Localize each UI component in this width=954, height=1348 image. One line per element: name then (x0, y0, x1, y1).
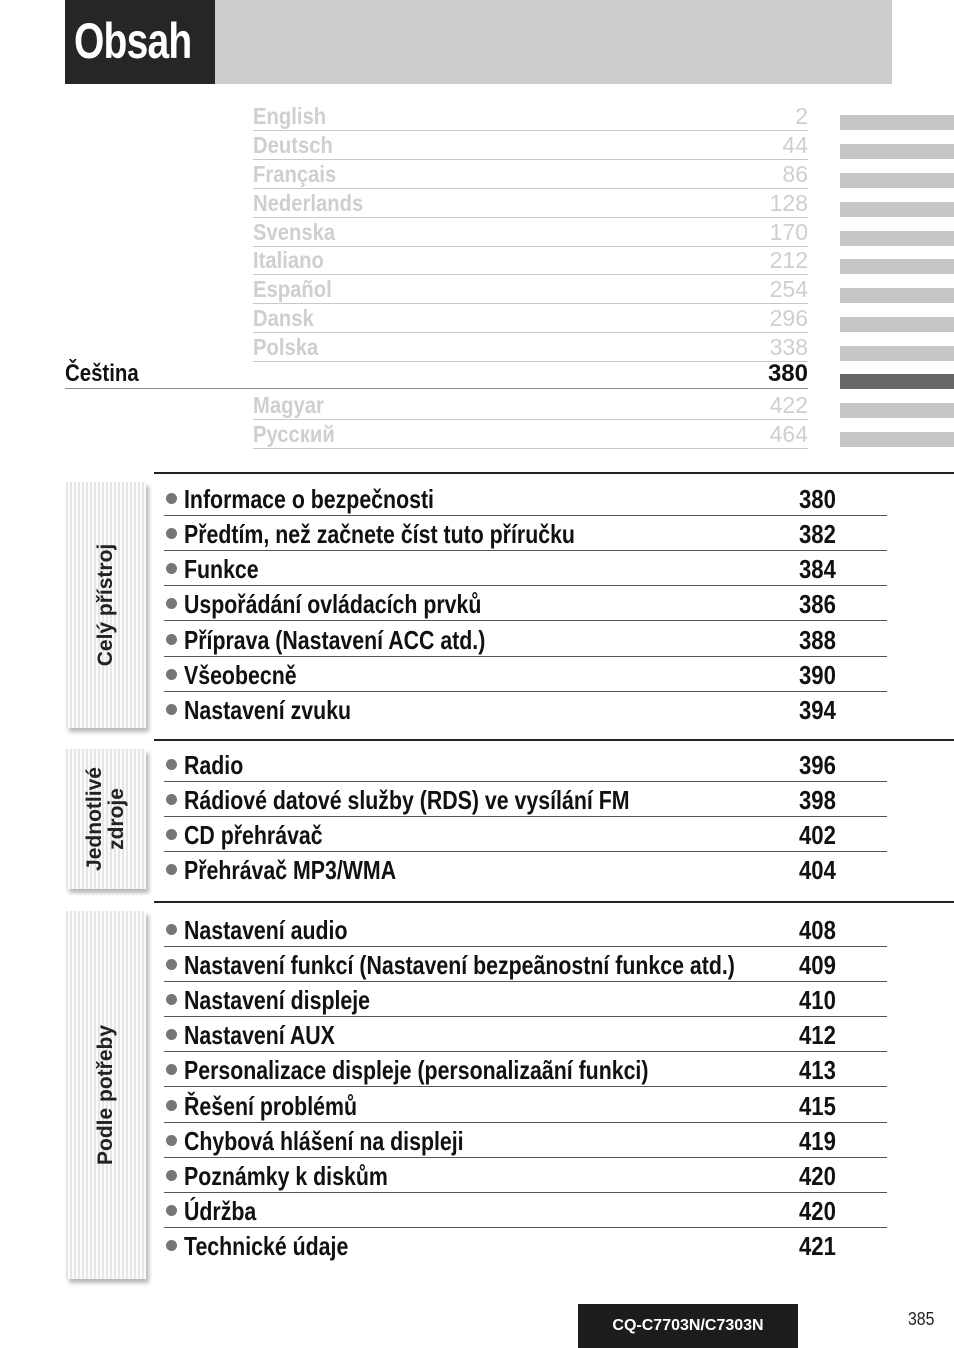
current-language-page: 380 (767, 360, 808, 387)
toc-entry[interactable] (164, 1227, 887, 1262)
section-label: Celý přístroj (93, 543, 117, 667)
language-name: Svenska (253, 219, 336, 245)
toc-entry-page: 410 (799, 985, 836, 1015)
toc-entry-title: Předtím, než začnete číst tuto příručku (184, 519, 575, 549)
language-row-nederlands[interactable] (253, 189, 808, 218)
language-page: 128 (769, 190, 808, 216)
toc-entry-title: Příprava (Nastavení ACC atd.) (184, 625, 486, 655)
section-divider (154, 739, 954, 741)
section-label: Podle potřeby (93, 1024, 117, 1166)
bullet-icon (166, 794, 177, 805)
thumb-tab (840, 173, 954, 188)
toc-entry-page: 380 (799, 484, 836, 514)
toc-entry-page: 408 (799, 915, 836, 945)
thumb-tab (840, 231, 954, 246)
bullet-icon (166, 1135, 177, 1146)
toc-entry-page: 412 (799, 1020, 836, 1050)
language-row-polska[interactable] (253, 333, 808, 362)
toc-entry-page: 402 (799, 820, 836, 850)
bullet-icon (166, 1100, 177, 1111)
bullet-icon (166, 598, 177, 609)
toc-entry[interactable] (164, 911, 887, 947)
toc-entry-title: Informace o bezpečnosti (184, 484, 434, 514)
bullet-icon (166, 563, 177, 574)
toc-entry-page: 390 (799, 660, 836, 690)
toc-entry-title: Údržba (184, 1196, 257, 1226)
toc-entry-title: Nastavení displeje (184, 985, 371, 1015)
bullet-icon (166, 959, 177, 970)
thumb-tab (840, 115, 954, 130)
bullet-icon (166, 669, 177, 680)
language-page: 2 (795, 103, 808, 129)
language-name: Magyar (253, 392, 324, 418)
toc-entry-title: Řešení problémů (184, 1091, 357, 1121)
page-number: 385 (908, 1309, 935, 1329)
section-tab-jednotlive-zdroje (66, 749, 146, 889)
toc-entry-title: Technické údaje (184, 1231, 349, 1261)
bullet-icon (166, 1240, 177, 1251)
bullet-icon (166, 1170, 177, 1181)
toc-entry-title: Poznámky k diskům (184, 1161, 388, 1191)
thumb-tab (840, 403, 954, 418)
toc-entry[interactable] (164, 480, 887, 516)
toc-entry[interactable] (164, 1157, 887, 1193)
toc-entry[interactable] (164, 585, 887, 621)
thumb-tab-active (840, 374, 954, 389)
toc-entry[interactable] (164, 981, 887, 1017)
toc-entry-title: Nastavení AUX (184, 1020, 335, 1050)
bullet-icon (166, 493, 177, 504)
language-name: Dansk (253, 305, 314, 331)
toc-entry-page: 394 (799, 695, 836, 725)
section-label-line: Jednotlivé (82, 767, 106, 871)
toc-entry[interactable] (164, 1122, 887, 1158)
current-language-name: Čeština (65, 360, 139, 387)
toc-entry-page: 388 (799, 625, 836, 655)
section-divider (154, 901, 954, 903)
language-page: 86 (782, 161, 808, 187)
section-tab-podle-potreby (66, 911, 146, 1279)
language-page: 212 (769, 247, 808, 273)
toc-entry[interactable] (164, 816, 887, 852)
toc-entry[interactable] (164, 550, 887, 586)
language-row-svenska[interactable] (253, 218, 808, 247)
bullet-icon (166, 528, 177, 539)
language-name: Italiano (253, 247, 324, 273)
toc-entry-page: 420 (799, 1196, 836, 1226)
toc-entry[interactable] (164, 515, 887, 551)
bullet-icon (166, 1064, 177, 1075)
language-row-francais[interactable] (253, 160, 808, 189)
language-page: 422 (769, 392, 808, 418)
bullet-icon (166, 1029, 177, 1040)
toc-entry-page: 420 (799, 1161, 836, 1191)
thumb-tab (840, 432, 954, 447)
bullet-icon (166, 924, 177, 935)
toc-entry[interactable] (164, 1087, 887, 1123)
language-row-dansk[interactable] (253, 304, 808, 333)
language-row-magyar[interactable] (253, 391, 808, 420)
language-row-deutsch[interactable] (253, 131, 808, 160)
toc-entry-title: Rádiové datové služby (RDS) ve vysílání FM (184, 785, 630, 815)
section-label-line: zdroje (105, 788, 128, 850)
toc-entry[interactable] (164, 621, 887, 657)
toc-entry-title: Všeobecně (184, 660, 297, 690)
toc-entry[interactable] (164, 746, 887, 782)
toc-entry-title: Chybová hlášení na displeji (184, 1126, 464, 1156)
bullet-icon (166, 759, 177, 770)
current-language-divider (65, 388, 808, 389)
bullet-icon (166, 704, 177, 715)
language-name: Français (253, 161, 337, 187)
toc-entry-page: 386 (799, 589, 836, 619)
toc-entry-page: 415 (799, 1091, 836, 1121)
language-name: Deutsch (253, 132, 333, 158)
language-name: Español (253, 276, 332, 302)
toc-entry-title: Personalizace displeje (personalizaãní funkci) (184, 1055, 649, 1085)
toc-entry-page: 419 (799, 1126, 836, 1156)
toc-entry[interactable] (164, 1016, 887, 1052)
toc-entry[interactable] (164, 656, 887, 692)
toc-entry-page: 413 (799, 1055, 836, 1085)
bullet-icon (166, 1205, 177, 1216)
language-name: Русский (253, 421, 335, 447)
toc-entry-page: 404 (799, 855, 836, 885)
thumb-tab (840, 144, 954, 159)
toc-entry-page: 421 (799, 1231, 836, 1261)
language-name: Nederlands (253, 190, 364, 216)
language-name: English (253, 103, 327, 129)
toc-entry[interactable] (164, 1192, 887, 1228)
section-label (84, 767, 128, 871)
toc-entry[interactable] (164, 781, 887, 817)
thumb-tab (840, 288, 954, 303)
toc-entry-page: 384 (799, 554, 836, 584)
language-row-russian[interactable] (253, 420, 808, 449)
toc-entry-title: Přehrávač MP3/WMA (184, 855, 397, 885)
toc-entry-title: Uspořádání ovládacích prvků (184, 589, 482, 619)
bullet-icon (166, 634, 177, 645)
toc-entry-page: 398 (799, 785, 836, 815)
language-page: 254 (769, 276, 808, 302)
language-page: 296 (769, 305, 808, 331)
language-row-espanol[interactable] (253, 275, 808, 304)
thumb-tab (840, 346, 954, 361)
language-page: 170 (769, 219, 808, 245)
thumb-tab (840, 317, 954, 332)
language-page: 338 (769, 334, 808, 360)
toc-entry-page: 409 (799, 950, 836, 980)
toc-entry-title: Funkce (184, 554, 259, 584)
toc-entry-title: Nastavení funkcí (Nastavení bezpeãnostní funkce atd.) (184, 950, 735, 980)
page-title: Obsah (74, 13, 192, 69)
toc-entry-title: CD přehrávač (184, 820, 323, 850)
toc-entry-page: 396 (799, 750, 836, 780)
toc-entry[interactable] (164, 691, 887, 726)
language-page: 44 (782, 132, 808, 158)
model-number-badge: CQ-C7703N/C7303N (578, 1304, 798, 1348)
thumb-tab (840, 259, 954, 274)
header-bar (215, 0, 892, 84)
toc-entry[interactable] (164, 851, 887, 886)
toc-entry[interactable] (164, 1051, 887, 1087)
language-name: Polska (253, 334, 319, 360)
toc-entry-title: Nastavení zvuku (184, 695, 352, 725)
section-tab-cely-pristroj (66, 482, 146, 728)
toc-entry-title: Nastavení audio (184, 915, 348, 945)
thumb-tab (840, 202, 954, 217)
language-page: 464 (769, 421, 808, 447)
section-divider (154, 472, 954, 474)
bullet-icon (166, 994, 177, 1005)
toc-entry[interactable] (164, 946, 887, 982)
toc-entry-title: Radio (184, 750, 244, 780)
bullet-icon (166, 864, 177, 875)
bullet-icon (166, 829, 177, 840)
toc-entry-page: 382 (799, 519, 836, 549)
language-row-english[interactable] (253, 102, 808, 131)
language-row-italiano[interactable] (253, 246, 808, 275)
